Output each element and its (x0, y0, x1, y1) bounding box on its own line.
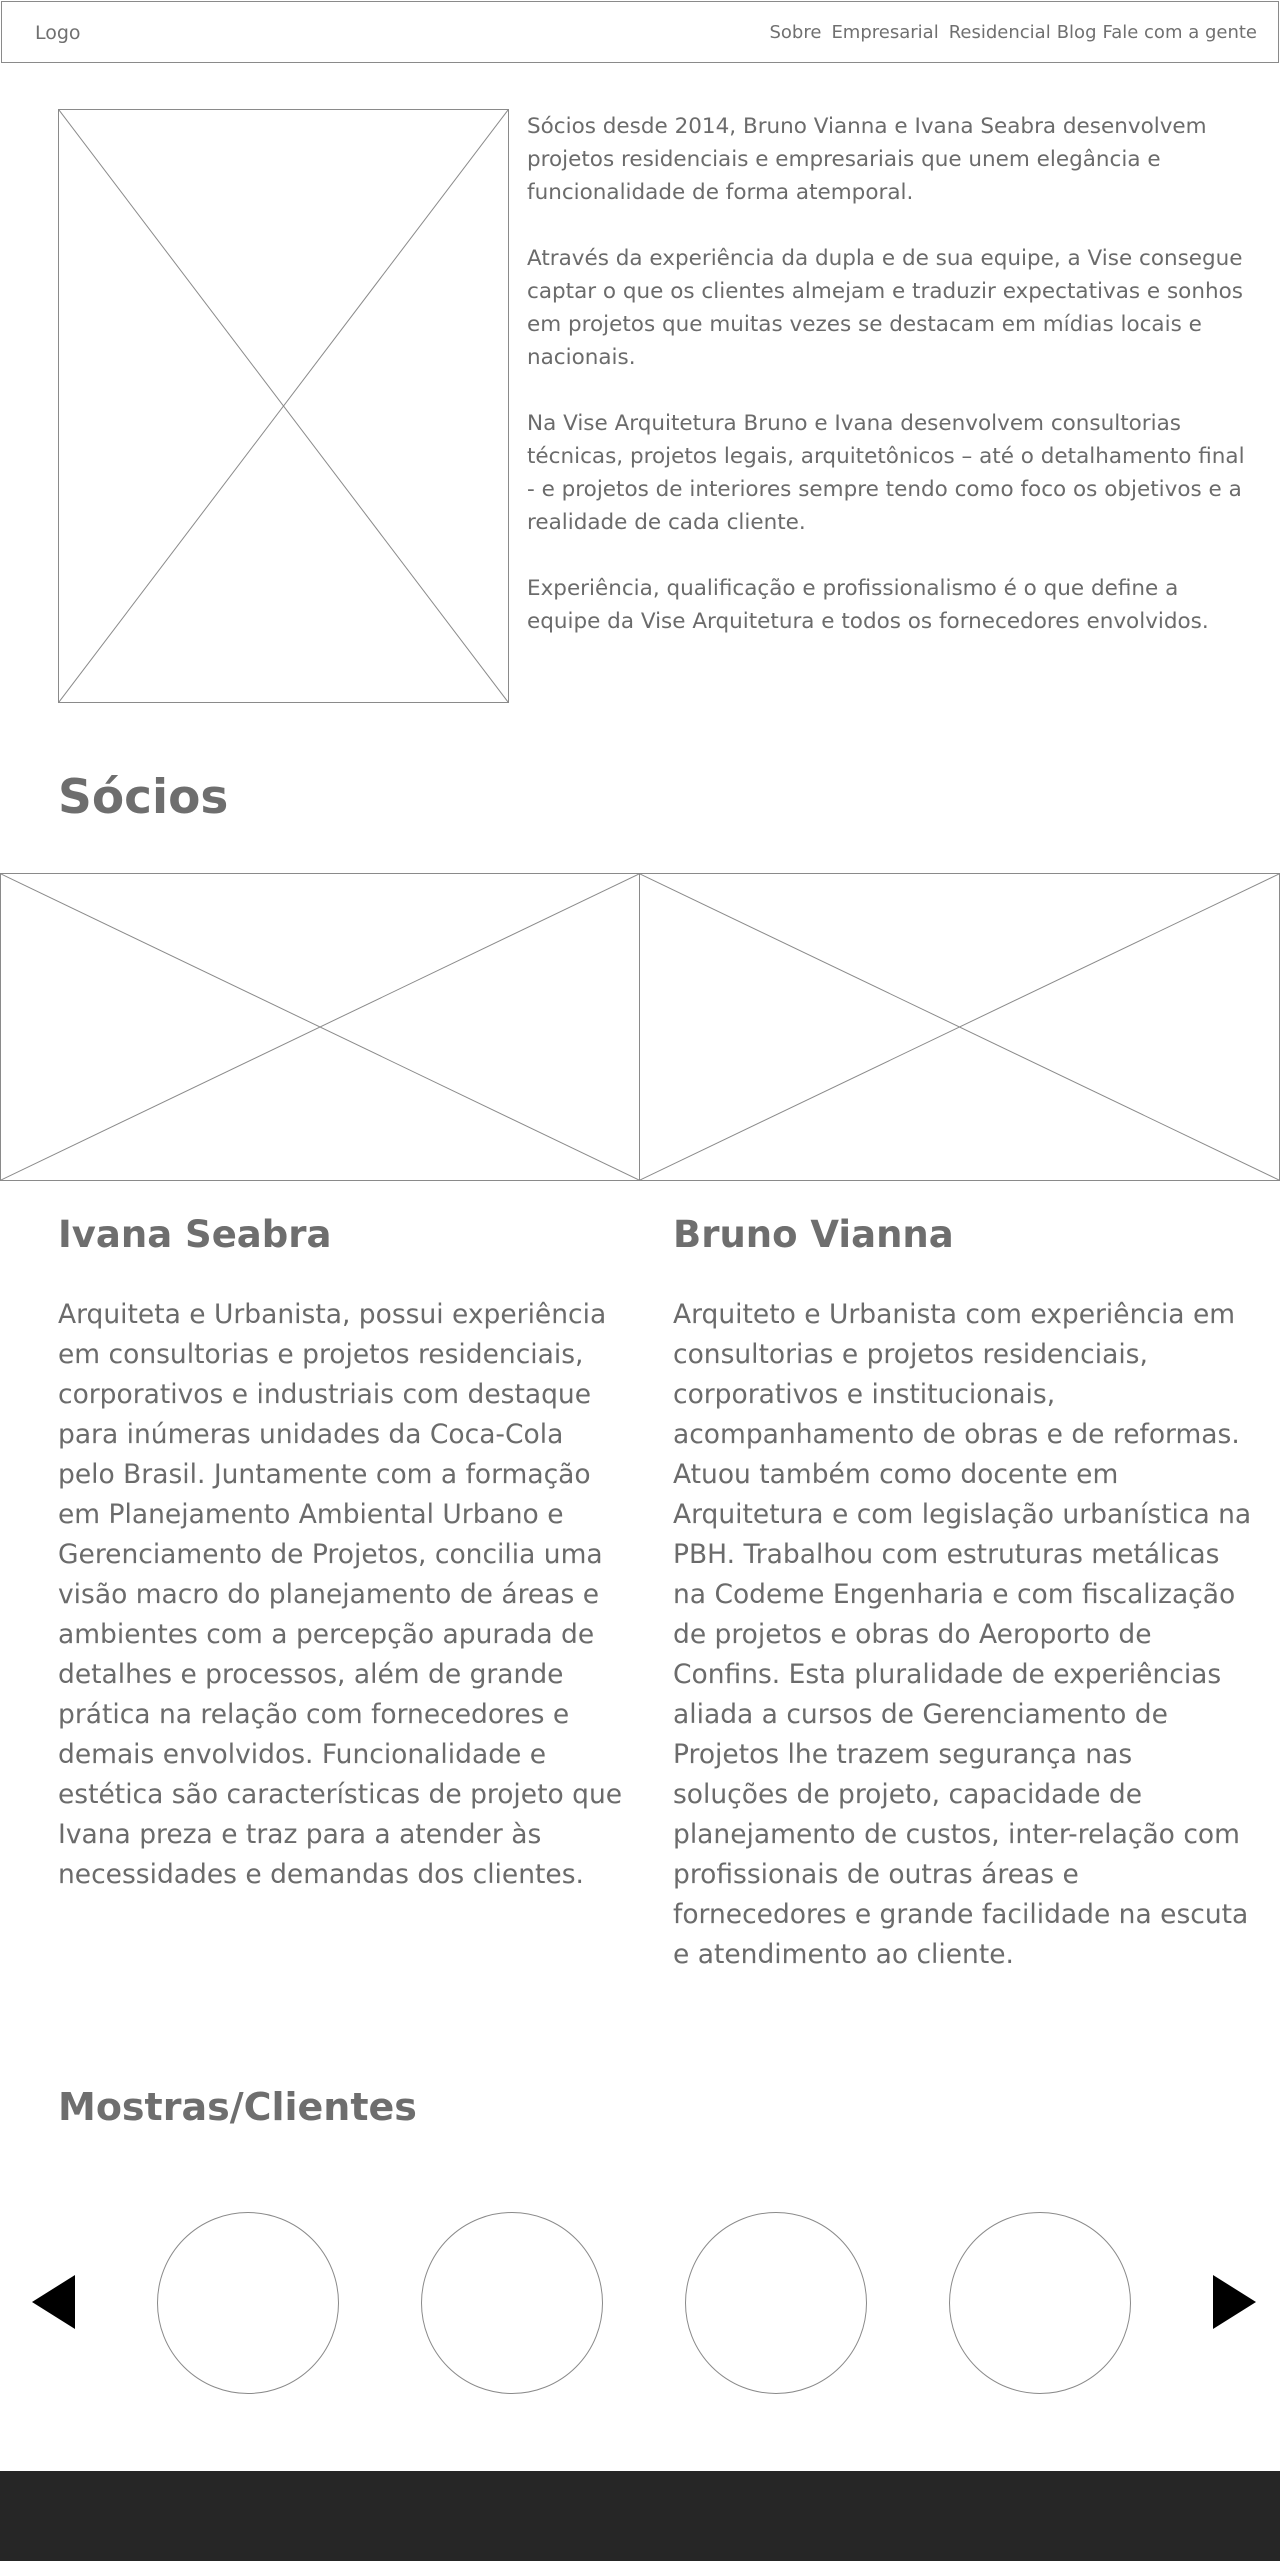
partner-bio-bruno: Arquiteto e Urbanista com experiência em consultorias e projetos residenciais, corporativos e institucionais, acompanhamento de obras e de reformas. Atuou também como docente em Arquitetura e com legislação urbanística na PBH. Trabalhou com estruturas metálicas na Codeme Engenharia e com fiscalização de projetos e obras do Aeroporto de Confins. Esta pluralidade de experiências aliada a cursos de Gerenciamento de Projetos lhe trazem segurança nas soluções de projeto, capacidade de planejamento de custos, inter-relação com profissionais de outras áreas e fornecedores e grande facilidade na escuta e atendimento ao cliente. (673, 1299, 1252, 1970)
header (1, 1, 1279, 63)
intro-image-placeholder (58, 109, 509, 703)
socios-title: Sócios (58, 770, 229, 825)
client-logo-placeholder[interactable] (685, 2212, 867, 2394)
partner-bio-ivana: Arquiteta e Urbanista, possui experiência em consultorias e projetos residenciais, corporativos e industriais com destaque para inúmeras unidades da Coca-Cola pelo Brasil. Juntamente com a formação em Planejamento Ambiental Urbano e Gerenciamento de Projetos, concilia uma visão macro do planejamento de áreas e ambientes com a percepção apurada de detalhes e processos, além de grande prática na relação com fornecedores e demais envolvidos. Funcionalidade e estética são características de projeto que Ivana preza e traz para a atender às necessidades e demandas dos clientes. (58, 1299, 623, 1890)
client-logo-placeholder[interactable] (157, 2212, 339, 2394)
arrow-left-icon[interactable] (32, 2275, 75, 2329)
nav-empresarial[interactable]: Empresarial (831, 22, 939, 43)
partner-photo-placeholder-ivana (0, 873, 640, 1181)
intro-paragraph: Experiência, qualificação e profissionalismo é o que define a equipe da Vise Arquitetura e todos os fornecedores envolvidos. (527, 576, 1209, 634)
client-logo-placeholder[interactable] (421, 2212, 603, 2394)
partner-photo-placeholder-bruno (639, 873, 1280, 1181)
footer (0, 2471, 1280, 2561)
logo[interactable]: Logo (35, 22, 81, 44)
intro-paragraph: Na Vise Arquitetura Bruno e Ivana desenvolvem consultorias técnicas, projetos legais, arquitetônicos – até o detalhamento final - e projetos de interiores sempre tendo como foco os objetivos e a realidade de cada cliente. (527, 411, 1245, 535)
intro-paragraph: Através da experiência da dupla e de sua equipe, a Vise consegue captar o que os clientes almejam e traduzir expectativas e sonhos em projetos que muitas vezes se destacam em mídias locais e nacionais. (527, 246, 1243, 370)
nav-sobre[interactable]: Sobre (769, 22, 822, 43)
placeholder-cross-icon (640, 874, 1279, 1180)
intro-paragraph: Sócios desde 2014, Bruno Vianna e Ivana Seabra desenvolvem projetos residenciais e empresariais que unem elegância e funcionalidade de forma atemporal. (527, 114, 1207, 205)
placeholder-cross-icon (1, 874, 639, 1180)
intro-text (527, 110, 1257, 671)
nav-fale-com-a-gente[interactable]: Fale com a gente (1102, 22, 1257, 43)
client-logo-placeholder[interactable] (949, 2212, 1131, 2394)
main-nav (769, 22, 1257, 43)
partner-name-ivana: Ivana Seabra (58, 1213, 332, 1256)
nav-residencial[interactable]: Residencial (948, 22, 1051, 43)
partner-name-bruno: Bruno Vianna (673, 1213, 954, 1256)
placeholder-cross-icon (59, 110, 508, 702)
arrow-right-icon[interactable] (1213, 2275, 1256, 2329)
nav-blog[interactable]: Blog (1056, 22, 1097, 43)
mostras-title: Mostras/Clientes (58, 2085, 417, 2129)
